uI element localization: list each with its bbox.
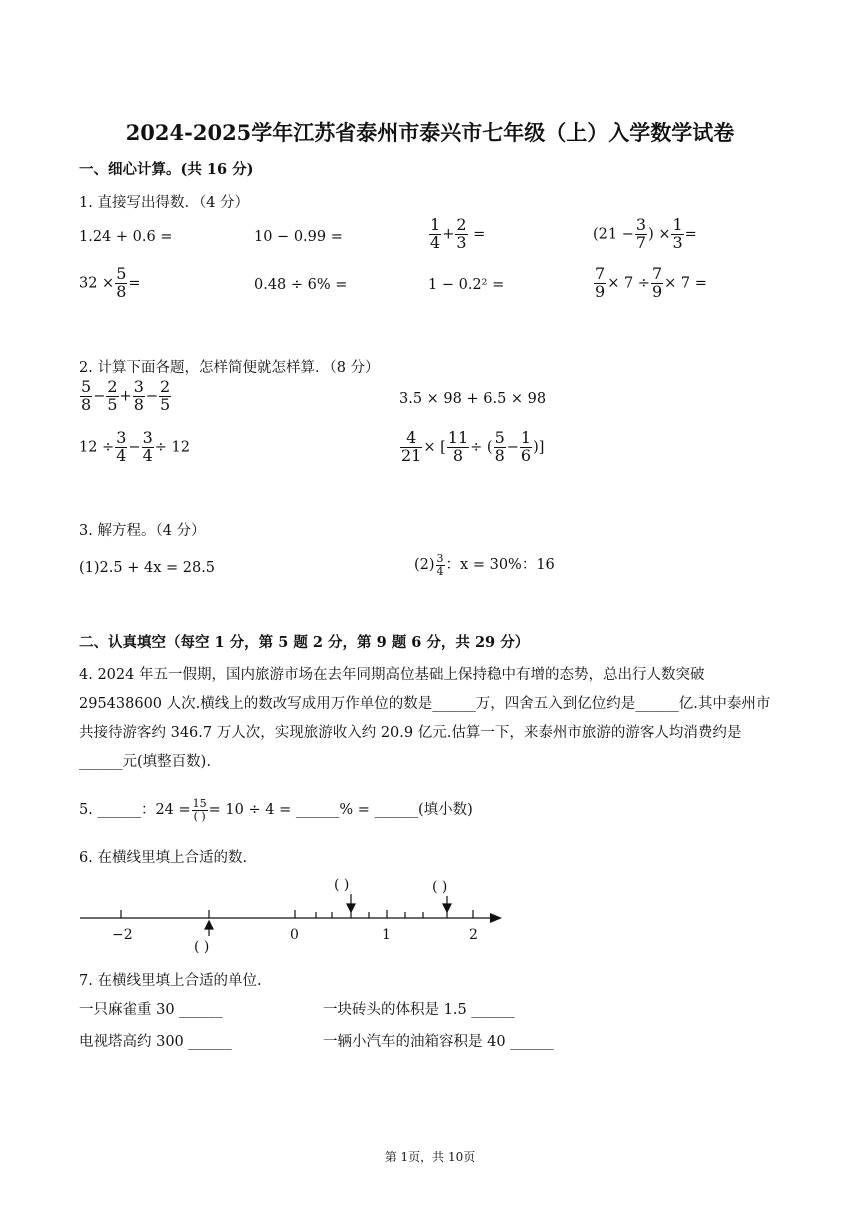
expr-text: (2): [414, 557, 435, 574]
numerator: 2: [456, 215, 467, 234]
numerator: 5: [116, 264, 127, 283]
numerator: 3: [635, 215, 647, 234]
expr-text: (21 −: [593, 226, 634, 243]
expr-text: ÷ 12: [154, 439, 190, 456]
q2-item-a: [79, 379, 172, 414]
expr-text: × [: [423, 439, 446, 456]
denominator: 6: [520, 445, 532, 465]
numerator: 3: [436, 552, 444, 565]
section-1-heading: 一、细心计算。(共 16 分): [79, 161, 254, 178]
numerator: 1: [430, 215, 441, 234]
denominator: 4: [116, 445, 127, 465]
denominator: 4: [430, 232, 441, 252]
numerator: 5: [81, 377, 92, 396]
tick-label-1: 1: [382, 927, 391, 943]
denominator: 3: [672, 232, 683, 252]
expr-text: ) ×: [648, 226, 671, 243]
numerator: 11: [447, 428, 469, 447]
q7-item: 一块砖头的体积是 1.5 ______: [323, 1002, 515, 1018]
up-arrow-icon: [205, 921, 213, 929]
denominator: 8: [133, 394, 144, 414]
blank-upper-1: ( ): [334, 877, 350, 893]
operator: +: [442, 226, 455, 243]
q1-label: 1. 直接写出得数．（4 分）: [79, 195, 250, 211]
numerator: 1: [672, 215, 683, 234]
denominator: 8: [452, 445, 464, 465]
denominator: 9: [651, 281, 663, 301]
numerator: 3: [116, 428, 127, 447]
page-title: 2024-2025学年江苏省泰州市泰兴市七年级（上）入学数学试卷: [125, 120, 735, 145]
expr-text: 32 ×: [79, 275, 115, 292]
q2-item-d: [399, 430, 544, 465]
arrow-head-icon: [490, 913, 502, 923]
down-arrow-icon: [347, 904, 355, 912]
denominator: 3: [456, 232, 467, 252]
expr-text: )]: [533, 439, 545, 456]
denominator: 8: [81, 394, 92, 414]
tick-label-2: 2: [469, 927, 478, 943]
q1-item-c: [428, 217, 485, 252]
denominator: 21: [401, 445, 422, 465]
expr-text: × 7 ÷: [607, 275, 650, 292]
numerator: 7: [595, 264, 606, 283]
q1-item-a: 1.24 + 0.6 =: [79, 229, 173, 245]
tick-label-0: 0: [290, 927, 299, 943]
expr-text: 12 ÷: [79, 439, 115, 456]
numerator: 7: [651, 264, 663, 283]
denominator: 5: [160, 394, 171, 414]
q7-item: 电视塔高约 300 ______: [79, 1034, 232, 1050]
expr-text: ：x = 30%：16: [445, 557, 555, 574]
q3-item-a: (1)2.5 + 4x = 28.5: [79, 560, 216, 576]
denominator: 4: [142, 445, 153, 465]
q4-text: 4. 2024 年五一假期，国内旅游市场在去年同期高位基础上保持稳中有增的态势，总出行人数突破 295438600 人次.横线上的数改写成用万作单位的数是______万，四舍五入到亿位约是______亿.其中泰州市共接待游客约 346.7 万人次，实现旅游收入约 20.9 亿元.估算一下，来泰州市旅游的游客人均消费约是______元(填整百数).: [79, 667, 771, 770]
expr-text: × 7 =: [664, 275, 707, 292]
denominator: ( ): [193, 809, 206, 823]
q1-item-d: [593, 217, 697, 252]
q7-label: 7. 在横线里填上合适的单位.: [79, 973, 262, 989]
operator: −: [93, 388, 106, 405]
expr-text: = 10 ÷ 4 = ______% = ______(填小数): [208, 802, 473, 819]
q1-item-h: [593, 266, 707, 301]
down-arrow-icon: [443, 904, 451, 912]
q6-label: 6. 在横线里填上合适的数.: [79, 850, 248, 866]
denominator: 8: [494, 445, 505, 465]
q1-item-f: 0.48 ÷ 6% =: [254, 277, 348, 293]
q1-item-b: 10 − 0.99 =: [254, 229, 343, 245]
operator: −: [145, 388, 159, 405]
expr-text: 5. ______：24 =: [79, 802, 191, 819]
numerator: 4: [400, 430, 422, 448]
expr-text: ÷ (: [470, 439, 493, 456]
equals: =: [684, 226, 697, 243]
denominator: 7: [635, 232, 647, 252]
operator: +: [119, 388, 132, 405]
q2-item-c: [79, 430, 190, 465]
q5: [79, 798, 473, 822]
operator: −: [128, 439, 141, 456]
q1-item-g: 1 − 0.2² =: [428, 277, 505, 293]
q2-item-b: 3.5 × 98 + 6.5 × 98: [399, 391, 547, 407]
numerator: 15: [192, 797, 207, 810]
number-line: [76, 872, 506, 957]
numerator: 5: [494, 428, 505, 447]
numerator: 1: [520, 428, 532, 447]
numerator: 2: [160, 377, 171, 396]
numerator: 3: [142, 428, 153, 447]
blank-lower: ( ): [194, 939, 210, 955]
q1-item-e: [79, 266, 141, 301]
page-footer: 第 1页，共 10页: [384, 1150, 476, 1164]
q3-item-b: [414, 553, 555, 577]
q7-item: 一辆小汽车的油箱容积是 40 ______: [323, 1034, 554, 1050]
denominator: 9: [595, 281, 606, 301]
q3-label: 3. 解方程。（4 分）: [79, 523, 206, 539]
blank-upper-2: ( ): [432, 879, 448, 895]
q2-label: 2. 计算下面各题，怎样简便就怎样算．（8 分）: [79, 360, 380, 376]
denominator: 4: [436, 564, 444, 578]
operator: −: [506, 439, 519, 456]
denominator: 5: [107, 394, 118, 414]
q7-item: 一只麻雀重 30 ______: [79, 1002, 223, 1018]
numerator: 2: [107, 377, 118, 396]
tick-label-minus-2: −2: [112, 927, 133, 943]
numerator: 3: [133, 377, 144, 396]
denominator: 8: [116, 281, 127, 301]
section-2-heading: 二、认真填空（每空 1 分，第 5 题 2 分，第 9 题 6 分，共 29 分）: [79, 634, 530, 651]
equals: =: [473, 226, 486, 243]
equals: =: [128, 275, 141, 292]
